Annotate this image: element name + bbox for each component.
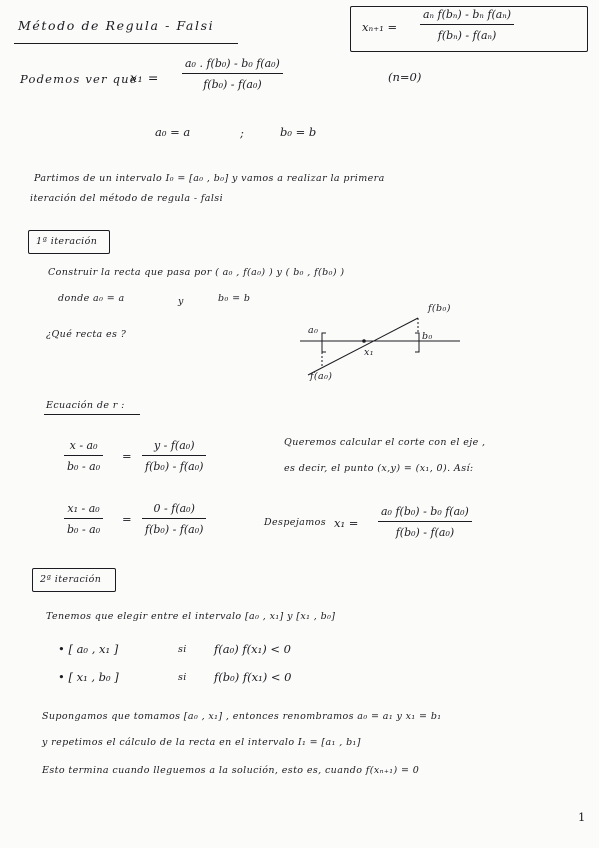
bullet1-si: si	[178, 644, 187, 655]
formula-denominator: f(bₙ) - f(aₙ)	[437, 29, 497, 42]
x1-fraction	[378, 506, 472, 538]
bullet1-interval: • [ a₀ , x₁ ]	[58, 642, 119, 656]
cut-eq-right-fraction	[142, 503, 206, 535]
fraction-bar	[142, 518, 206, 519]
formula-numerator: aₙ f(bₙ) - bₙ f(aₙ)	[423, 8, 512, 21]
line-eq-left-den: b₀ - a₀	[67, 460, 101, 473]
bullet2-si: si	[178, 672, 187, 683]
intro-eq-b: b₀ = b	[280, 125, 317, 139]
cut-eq-equals: =	[122, 512, 132, 526]
left-bracket	[322, 333, 326, 352]
x1-numerator: a₀ f(b₀) - b₀ f(a₀)	[381, 505, 469, 518]
secant-line	[308, 318, 418, 375]
bullet1-condition: f(a₀) f(x₁) < 0	[214, 642, 291, 656]
intro-numerator: a₀ . f(b₀) - b₀ f(a₀)	[185, 57, 280, 70]
iter1-line2-a: donde a₀ = a	[58, 293, 125, 304]
intro-label: Podemos ver que	[20, 72, 138, 86]
closing-line2: y repetimos el cálculo de la recta en el intervalo I₁ = [a₁ , b₁]	[42, 737, 361, 748]
bullet2-condition: f(b₀) f(x₁) < 0	[214, 670, 292, 684]
cut-eq-right-num: 0 - f(a₀)	[153, 502, 195, 515]
closing-line3: Esto termina cuando lleguemos a la solución, esto es, cuando f(xₙ₊₁) = 0	[42, 765, 420, 776]
graph-label-x1: x₁	[364, 347, 374, 358]
line-eq-left-num: x - a₀	[69, 439, 98, 452]
iter1-line2-b: y	[178, 296, 184, 307]
iter2-line1: Tenemos que elegir entre el intervalo [a₀ , x₁] y [x₁ , b₀]	[46, 611, 336, 622]
line-eq-equals: =	[122, 449, 132, 463]
ecuacion-underline	[44, 414, 140, 415]
intro-denominator: f(b₀) - f(a₀)	[203, 78, 262, 91]
graph-label-a0: a₀	[308, 325, 319, 336]
x1-lhs: x₁ =	[334, 516, 359, 530]
fraction-bar	[142, 455, 206, 456]
para1-line2: iteración del método de regula - falsi	[30, 193, 224, 204]
intro-separator: ;	[240, 126, 244, 140]
page-number: 1	[578, 810, 586, 824]
note-line1: Queremos calcular el corte con el eje ,	[284, 437, 486, 448]
despejamos-label: Despejamos	[264, 517, 327, 528]
para1-line1: Partimos de un intervalo I₀ = [a₀ , b₀] y vamos a realizar la primera	[34, 173, 385, 184]
cut-eq-left-num: x₁ - a₀	[67, 502, 100, 515]
iter1-line1: Construir la recta que pasa por ( a₀ , f(a₀) ) y ( b₀ , f(b₀) )	[48, 267, 345, 278]
formula-lhs: xₙ₊₁ =	[362, 20, 398, 34]
graph-label-fa: f(a₀)	[310, 371, 333, 382]
intro-eq-a: a₀ = a	[155, 125, 191, 139]
line-eq-right-fraction	[142, 440, 206, 472]
right-bracket	[415, 333, 419, 352]
iter1-heading: 1ª iteración	[36, 236, 98, 247]
closing-line1: Supongamos que tomamos [a₀ , x₁] , entonces renombramos a₀ = a₁ y x₁ = b₁	[42, 711, 442, 722]
note-line2: es decir, el punto (x,y) = (x₁, 0). Así:	[284, 463, 474, 474]
cut-eq-right-den: f(b₀) - f(a₀)	[145, 523, 204, 536]
x1-denominator: f(b₀) - f(a₀)	[395, 526, 455, 539]
page-title: Método de Regula - Falsi	[18, 18, 215, 33]
iter2-heading: 2ª iteración	[40, 574, 102, 585]
bullet2-interval: • [ x₁ , b₀ ]	[58, 670, 119, 684]
graph-label-b0: b₀	[422, 331, 433, 342]
cut-eq-left-den: b₀ - a₀	[67, 523, 101, 536]
line-eq-right-den: f(b₀) - f(a₀)	[145, 460, 204, 473]
iter1-question: ¿Qué recta es ?	[46, 329, 127, 340]
ecuacion-heading: Ecuación de r :	[46, 400, 125, 411]
line-eq-left-fraction	[64, 440, 103, 472]
intro-condition: (n=0)	[388, 70, 422, 84]
root-point	[362, 339, 366, 343]
iter1-line2-c: b₀ = b	[218, 293, 251, 304]
graph-label-fb: f(b₀)	[428, 303, 451, 314]
fraction-bar	[64, 518, 103, 519]
intro-lhs: x₁ =	[130, 70, 159, 85]
fraction-bar	[378, 521, 472, 522]
line-eq-right-num: y - f(a₀)	[153, 439, 195, 452]
fraction-bar	[64, 455, 103, 456]
cut-eq-left-fraction	[64, 503, 103, 535]
